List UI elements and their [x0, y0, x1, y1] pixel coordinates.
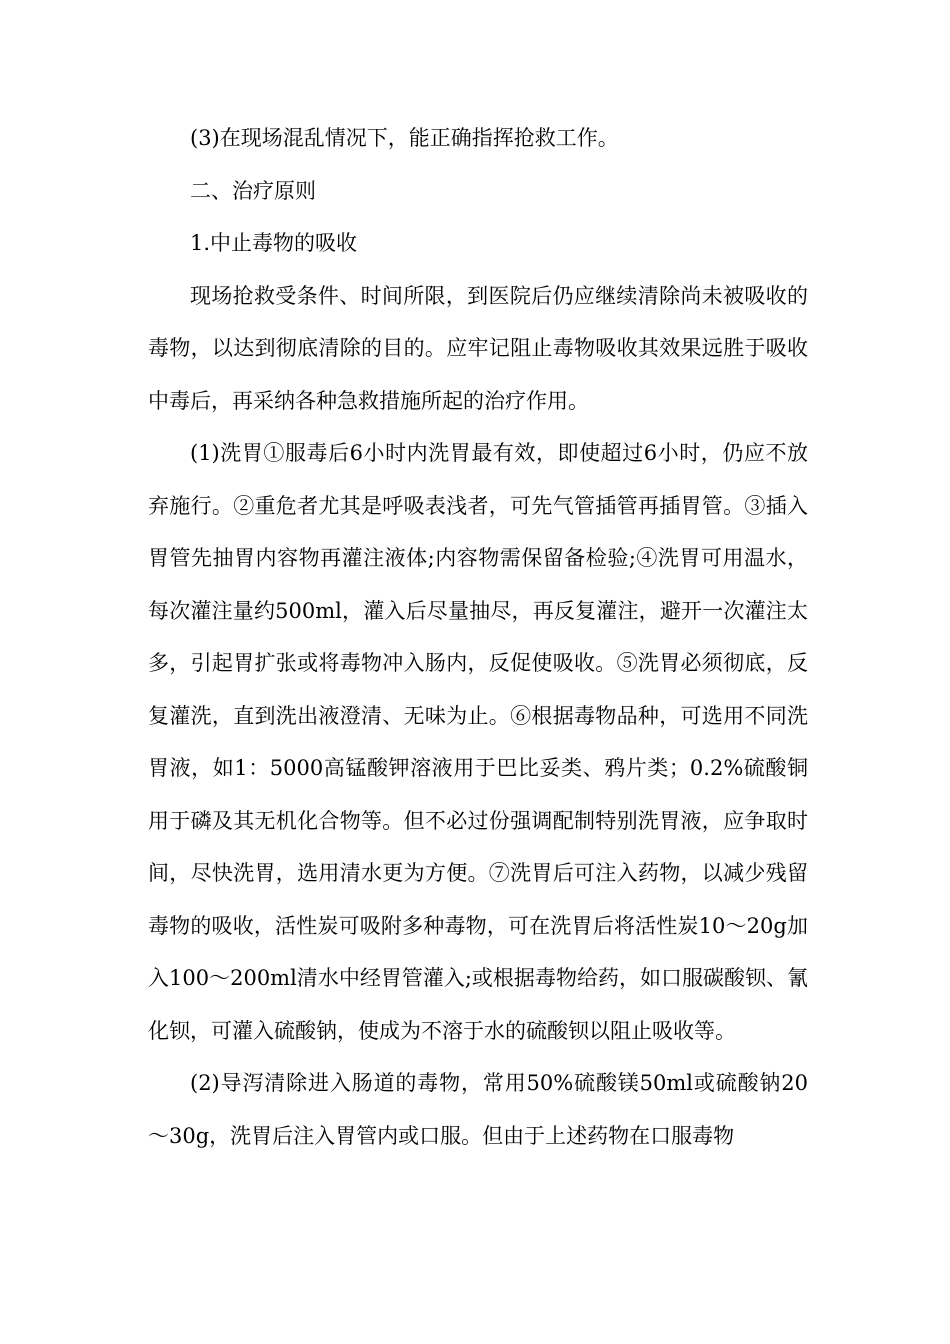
paragraph-scene-command: (3)在现场混乱情况下，能正确指挥抢救工作。 — [190, 126, 619, 150]
section-heading-treatment-principles: 二、治疗原则 — [190, 178, 316, 203]
paragraph-catharsis: (2)导泻清除进入肠道的毒物，常用50%硫酸镁50ml或硫酸钠20～30g，洗胃后注入胃管内或口服。但由于上述药物在口服毒物 — [148, 1071, 808, 1148]
paragraph-continue-removal: 现场抢救受条件、时间所限，到医院后仍应继续清除尚未被吸收的毒物，以达到彻底清除的目的。应牢记阻止毒物吸收其效果远胜于吸收中毒后，再采纳各种急救措施所起的治疗作用。 — [148, 283, 808, 413]
subheading-stop-absorption: 1.中止毒物的吸收 — [190, 231, 358, 255]
document-body — [148, 112, 808, 1162]
paragraph-gastric-lavage: (1)洗胃①服毒后6小时内洗胃最有效，即使超过6小时，仍应不放弃施行。②重危者尤其是呼吸表浅者，可先气管插管再插胃管。③插入胃管先抽胃内容物再灌注液体;内容物需保留备检验;④洗胃可用温水，每次灌注量约500ml，灌入后尽量抽尽，再反复灌注，避开一次灌注太多，引起胃扩张或将毒物冲入肠内，反促使吸收。⑤洗胃必须彻底，反复灌洗，直到洗出液澄清、无味为止。⑥根据毒物品种，可选用不同洗胃液，如1：5000高锰酸钾溶液用于巴比妥类、鸦片类；0.2%硫酸铜用于磷及其无机化合物等。但不必过份强调配制特别洗胃液，应争取时间，尽快洗胃，选用清水更为方便。⑦洗胃后可注入药物，以减少残留毒物的吸收，活性炭可吸附多种毒物，可在洗胃后将活性炭10～20g加入100～200ml清水中经胃管灌入;或根据毒物给药，如口服碳酸钡、氰化钡，可灌入硫酸钠，使成为不溶于水的硫酸钡以阻止吸收等。 — [148, 441, 808, 1043]
